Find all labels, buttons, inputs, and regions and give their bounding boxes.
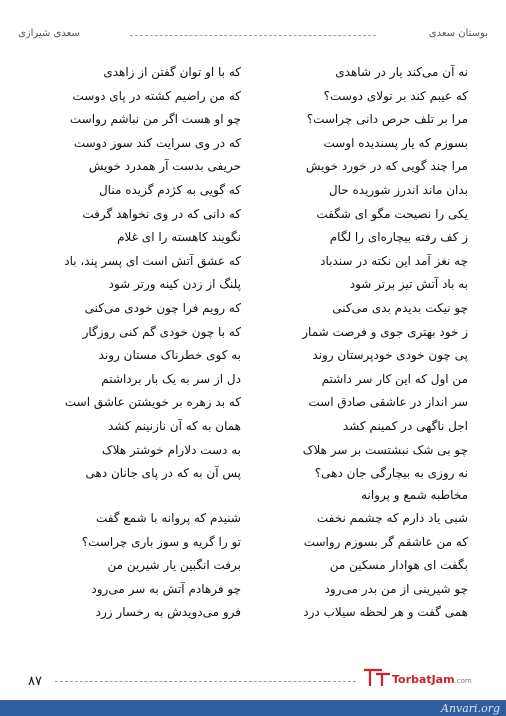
verse-second-hemistich: که رویم فرا چون خودی می‌کنی xyxy=(84,301,241,315)
verse-second-hemistich: که با او توان گفتن از زاهدی xyxy=(103,65,241,79)
verse-first-hemistich: ز کف رفته بیچاره‌ای را لگام xyxy=(329,230,468,245)
verse-first-hemistich: ز خود بهتری جوی و فرصت شمار xyxy=(302,324,468,339)
verse-first-hemistich: همی گفت و هر لحظه سیلاب درد xyxy=(303,605,468,620)
verse-first-hemistich: نه روزی به بیچارگی جان دهی؟ xyxy=(314,466,468,481)
footer-divider xyxy=(55,681,356,682)
page-number: ۸۷ xyxy=(28,674,42,689)
header-divider xyxy=(130,35,376,36)
book-title: بوستان سعدی xyxy=(428,28,488,39)
verse-first-hemistich: بدان ماند اندرز شوریده حال xyxy=(328,183,468,197)
verse-first-hemistich: شبی یاد دارم که چشمم نخفت xyxy=(316,511,468,525)
verse-first-hemistich: یکی را نصیحت مگو ای شگفت xyxy=(316,206,468,221)
verse-first-hemistich: مرا چند گویی که در خورد خویش xyxy=(305,159,468,174)
verse-second-hemistich: پلنگ از زدن کینه ورتر شود xyxy=(108,277,241,292)
verse-second-hemistich: تو را گریه و سوز باری چراست؟ xyxy=(81,534,241,549)
verse-first-hemistich: پی چون خودی خودپرستان روند xyxy=(312,348,468,363)
verse-second-hemistich: که بد زهره بر خویشتن عاشق است xyxy=(64,395,241,410)
verse-second-hemistich: که گویی به کژدم گزیده منال xyxy=(98,183,241,197)
verse-second-hemistich: فرو می‌دویدش به رخسار زرد xyxy=(95,605,241,620)
verse-second-hemistich: دل از سر به یک بار برداشتم xyxy=(101,371,241,386)
verse-second-hemistich: نگویند کاهسته را ای غلام xyxy=(117,230,241,245)
verse-second-hemistich: که من راضیم کشته در پای دوست xyxy=(72,88,241,103)
verse-first-hemistich: چو بی شک نبشتست بر سر هلاک xyxy=(302,442,468,457)
verse-first-hemistich: من اول که این کار سر داشتم xyxy=(321,371,468,386)
torbatjam-logo-icon xyxy=(362,666,392,688)
verse-second-hemistich: همان به که آن نازنینم کشد xyxy=(108,419,241,433)
verse-first-hemistich: بگفت ای هوادار مسکین من xyxy=(329,558,468,573)
watermark-text[interactable]: Anvari.org xyxy=(441,702,500,715)
verse-first-hemistich: سر انداز در عاشقی صادق است xyxy=(308,395,468,410)
watermark-bar xyxy=(0,700,506,716)
verse-first-hemistich: چو نیکت بدیدم بدی می‌کنی xyxy=(332,301,468,315)
verse-first-hemistich: که عیبم کند بر تولای دوست؟ xyxy=(323,88,468,103)
verse-first-hemistich: اجل ناگهی در کمینم کشد xyxy=(342,419,468,433)
verse-first-hemistich: نه آن می‌کند یار در شاهدی xyxy=(335,65,468,79)
verse-second-hemistich: به کوی خطرناک مستان روند xyxy=(98,348,241,363)
site-logo-name: TorbatJam xyxy=(392,673,455,686)
verse-second-hemistich: پس آن به که در پای جانان دهی xyxy=(85,466,241,481)
page-header xyxy=(18,28,488,42)
verse-second-hemistich: که با چون خودی گم کنی روزگار xyxy=(82,324,241,339)
verse-second-hemistich: چو او هست اگر من نباشم رواست xyxy=(69,112,241,127)
verse-first-hemistich: چو شیرینی از من بدر می‌رود xyxy=(324,581,468,596)
verse-second-hemistich: برفت انگبین یار شیرین من xyxy=(107,558,241,573)
verse-second-hemistich: که دانی که در وی نخواهد گرفت xyxy=(82,206,241,221)
verse-second-hemistich: حریفی بدست آر همدرد خویش xyxy=(88,159,241,174)
verse-first-hemistich: چه نغز آمد این نکته در سندباد xyxy=(320,253,468,268)
verse-second-hemistich: شنیدم که پروانه با شمع گفت xyxy=(95,511,241,525)
verse-second-hemistich: که عشق آتش است ای پسر پند، باد xyxy=(64,253,241,268)
author-name: سعدی شیرازی xyxy=(18,28,80,39)
verse-first-hemistich: که من عاشقم گر بسوزم رواست xyxy=(303,534,468,549)
verse-second-hemistich: چو فرهادم آتش به سر می‌رود xyxy=(91,581,241,596)
site-logo-suffix: .com xyxy=(454,677,472,685)
verse-first-hemistich: به باد آتش تیز برتر شود xyxy=(349,277,468,292)
verse-second-hemistich: که در وی سرایت کند سوز دوست xyxy=(73,135,241,150)
section-title: مخاطبه شمع و پروانه xyxy=(361,488,468,502)
verse-first-hemistich: مرا بر تلف حرص دانی چراست؟ xyxy=(306,112,468,127)
site-logo-text[interactable] xyxy=(392,673,472,686)
verse-first-hemistich: بسوزم که یار پسندیده اوست xyxy=(323,135,468,150)
verse-second-hemistich: به دست دلارام خوشتر هلاک xyxy=(101,442,241,457)
